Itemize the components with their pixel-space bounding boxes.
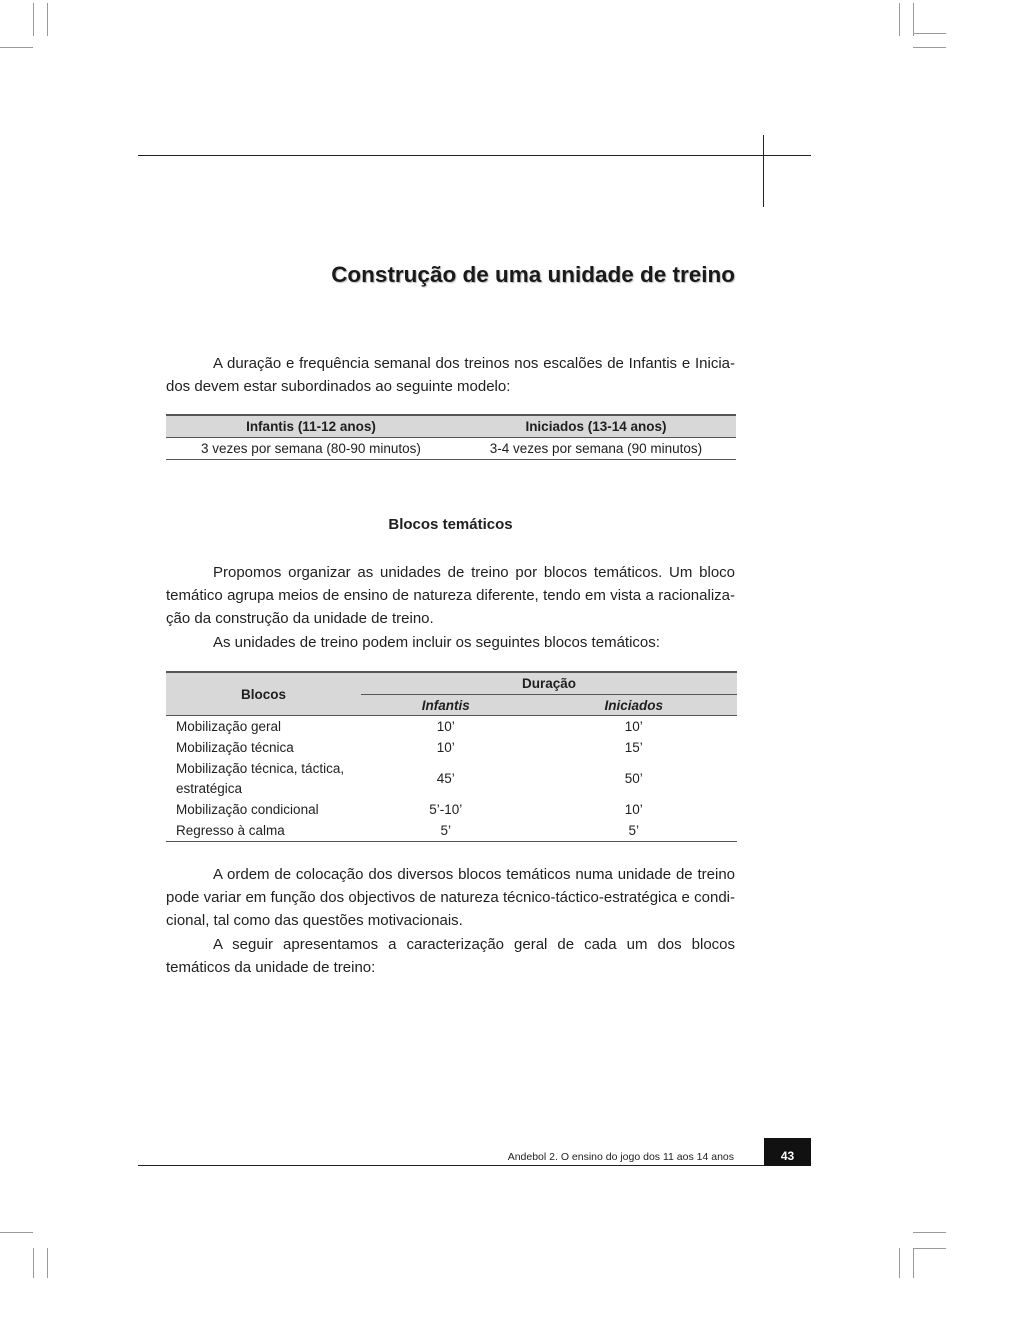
crop-mark <box>47 3 48 36</box>
duration-iniciados: 5’ <box>530 820 737 842</box>
blocks-table <box>166 671 737 842</box>
table-cell: 3-4 vezes por semana (90 minutos) <box>456 438 736 460</box>
table-row <box>166 737 737 758</box>
crop-mark <box>0 1232 33 1233</box>
duration-iniciados: 10’ <box>624 802 643 817</box>
crop-mark <box>913 47 946 48</box>
column-header-iniciados: Iniciados <box>530 695 737 716</box>
duration-iniciados: 10’ <box>624 719 643 734</box>
column-header-duracao: Duração <box>361 672 737 695</box>
page-title: Construção de uma unidade de treino <box>331 262 735 287</box>
duration-iniciados: 15’ <box>624 740 643 755</box>
blocks-paragraph: As unidades de treino podem incluir os seguintes blocos temáticos: <box>213 634 660 651</box>
table-row <box>166 758 737 799</box>
closing-paragraph: A ordem de colocação dos diversos blocos temáticos numa unidade de treino pode variar em função dos objectivos de natureza técnico-táctico-estratégica e condi-cional, tal como das questões motivacionais. <box>166 866 735 930</box>
table-row <box>166 799 737 820</box>
table-row <box>166 820 737 842</box>
table-row <box>166 716 737 738</box>
block-name: Mobilização técnica <box>176 739 294 755</box>
crop-mark <box>899 3 900 36</box>
crop-mark <box>33 1248 34 1278</box>
intro-paragraph: A duração e frequência semanal dos treinos nos escalões de Infantis e Inicia-dos devem estar subordinados ao seguinte modelo: <box>166 355 735 396</box>
running-title: Andebol 2. O ensino do jogo dos 11 aos 14 anos <box>507 1151 734 1163</box>
duration-infantis: 5’ <box>361 820 530 842</box>
frequency-table <box>166 414 736 460</box>
duration-infantis: 10’ <box>436 719 455 734</box>
column-header-infantis: Infantis <box>361 695 530 716</box>
block-name: Regresso à calma <box>166 820 361 842</box>
duration-infantis: 5’-10’ <box>429 802 463 817</box>
column-header-infantis: Infantis (11-12 anos) <box>166 415 456 438</box>
table-cell: 3 vezes por semana (80-90 minutos) <box>166 438 456 460</box>
block-name: Mobilização condicional <box>176 801 319 817</box>
duration-iniciados: 50’ <box>624 771 643 786</box>
crop-mark <box>913 1248 946 1249</box>
blocks-paragraph: Propomos organizar as unidades de treino por blocos temáticos. Um bloco temático agrupa meios de ensino de natureza diferente, tendo em vista a racionaliza-ção da construção da unidade de treino. <box>166 564 735 628</box>
header-rule <box>138 155 811 156</box>
block-name: Mobilização técnica, táctica, estratégica <box>176 760 345 796</box>
crop-mark <box>913 3 914 36</box>
crop-mark <box>47 1248 48 1278</box>
column-header-iniciados: Iniciados (13-14 anos) <box>456 415 736 438</box>
crop-mark <box>913 33 946 34</box>
closing-paragraph: A seguir apresentamos a caracterização geral de cada um dos blocos temáticos da unidade de treino: <box>166 936 735 977</box>
section-heading: Blocos temáticos <box>388 516 513 533</box>
duration-infantis: 10’ <box>436 740 455 755</box>
crop-mark <box>33 3 34 36</box>
crop-mark <box>913 1248 914 1278</box>
block-name: Mobilização geral <box>176 718 282 734</box>
footer-rule <box>138 1165 811 1166</box>
header-vertical-rule <box>763 135 764 207</box>
duration-infantis: 45’ <box>436 771 455 786</box>
page-number: 43 <box>764 1138 811 1166</box>
crop-mark <box>899 1248 900 1278</box>
column-header-blocos: Blocos <box>166 672 361 716</box>
crop-mark <box>913 1232 946 1233</box>
crop-mark <box>0 47 33 48</box>
